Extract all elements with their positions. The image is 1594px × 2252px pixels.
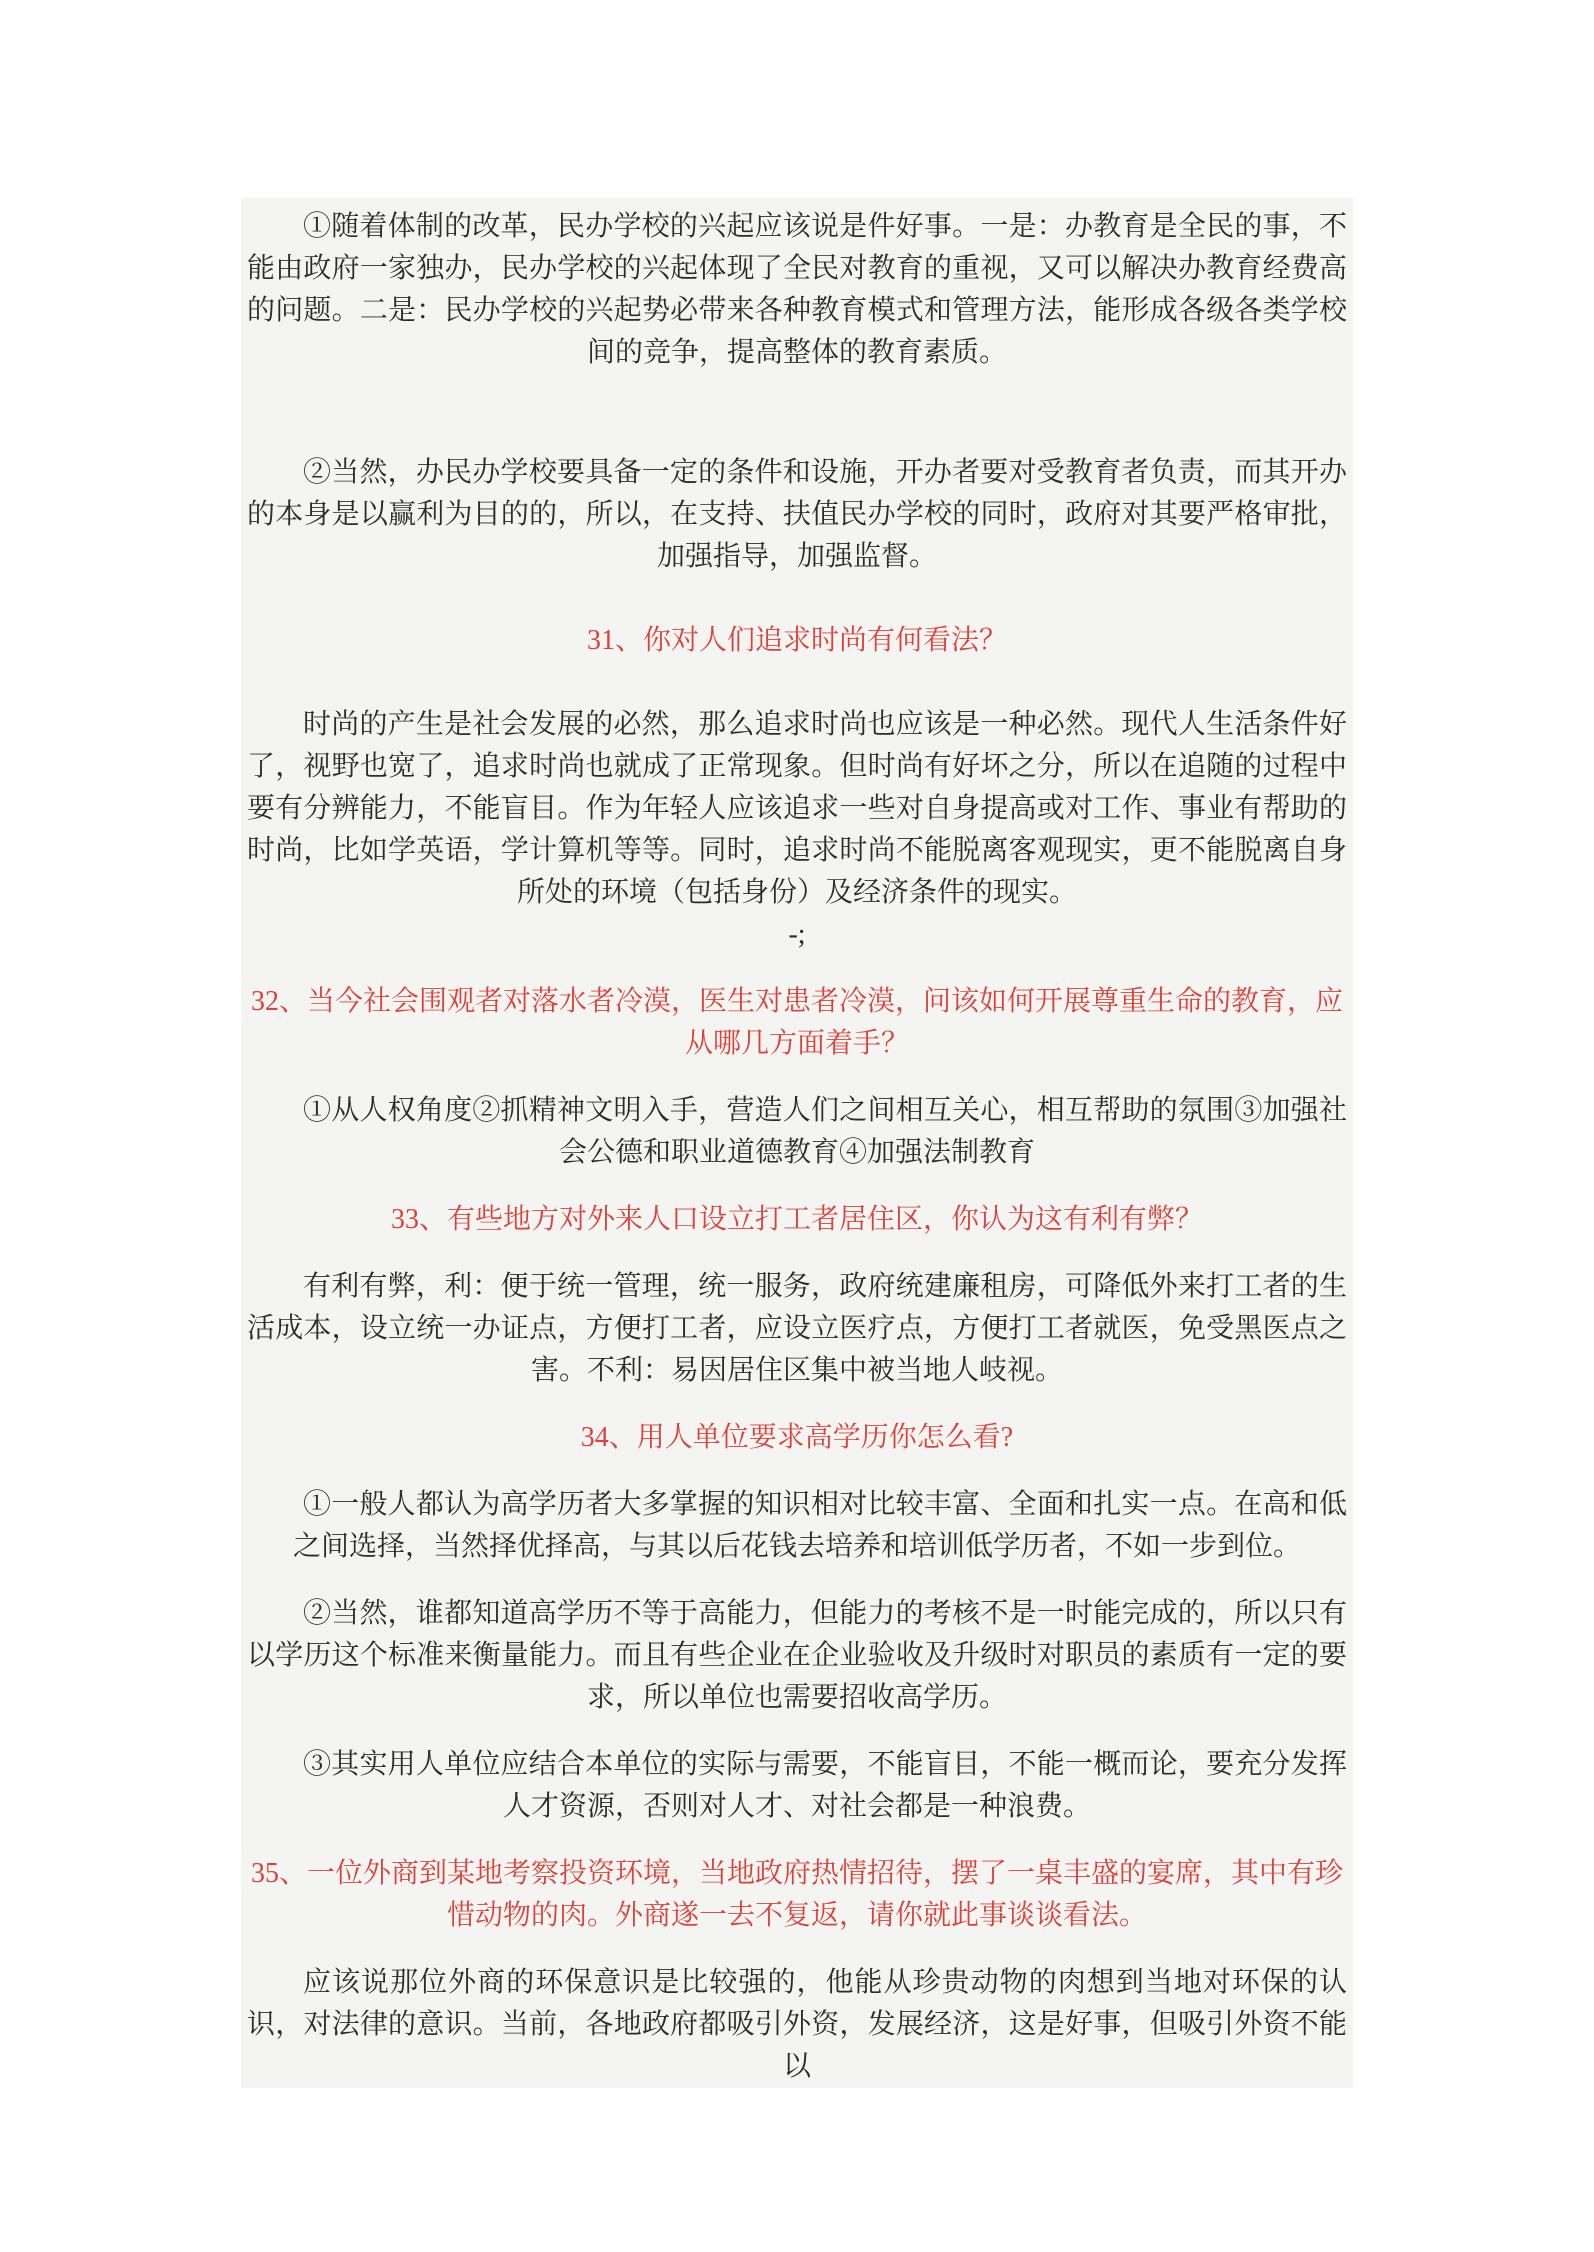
answer-33-paragraph: 有利有弊，利：便于统一管理，统一服务，政府统建廉租房，可降低外来打工者的生活成本，设立统一办证点，方便打工者，应设立医疗点，方便打工者就医，免受黑医点之害。不利：易因居住区集中被当地人岐视。 xyxy=(247,1271,1347,1386)
answer-34-paragraph-1: ①一般人都认为高学历者大多掌握的知识相对比较丰富、全面和扎实一点。在高和低之间选择，当然择优择高，与其以后花钱去培养和培训低学历者，不如一步到位。 xyxy=(292,1489,1347,1562)
answer-paragraph-private-schools-1: ①随着体制的改革，民办学校的兴起应该说是件好事。一是：办教育是全民的事，不能由政府一家独办，民办学校的兴起体现了全民对教育的重视，又可以解决办教育经费高的问题。二是：民办学校的兴起势必带来各种教育模式和管理方法，能形成各级各类学校间的竞争，提高整体的教育素质。 xyxy=(247,211,1347,368)
answer-35-paragraph: 应该说那位外商的环保意识是比较强的，他能从珍贵动物的肉想到当地对环保的认识，对法律的意识。当前，各地政府都吸引外资，发展经济，这是好事，但吸引外资不能以 xyxy=(247,1967,1347,2082)
document-sheet xyxy=(241,198,1353,2088)
question-31-heading: 31、你对人们追求时尚有何看法？ xyxy=(586,625,1007,656)
answer-paragraph-private-schools-2: ②当然，办民办学校要具备一定的条件和设施，开办者要对受教育者负责，而其开办的本身是以赢利为目的的，所以，在支持、扶值民办学校的同时，政府对其要严格审批，加强指导，加强监督。 xyxy=(247,457,1347,572)
answer-32-paragraph: ①从人权角度②抓精神文明入手，营造人们之间相互关心，相互帮助的氛围③加强社会公德和职业道德教育④加强法制教育 xyxy=(303,1095,1347,1168)
question-35-heading: 35、一位外商到某地考察投资环境，当地政府热情招待，摆了一桌丰盛的宴席，其中有珍惜动物的肉。外商遂一去不复返，请你就此事谈谈看法。 xyxy=(250,1858,1343,1931)
dash-separator: -; xyxy=(788,919,806,950)
question-34-heading: 34、用人单位要求高学历你怎么看? xyxy=(580,1422,1014,1453)
answer-34-paragraph-2: ②当然，谁都知道高学历不等于高能力，但能力的考核不是一时能完成的，所以只有以学历这个标准来衡量能力。而且有些企业在企业验收及升级时对职员的素质有一定的要求，所以单位也需要招收高学历。 xyxy=(247,1598,1347,1713)
question-32-heading: 32、当今社会围观者对落水者冷漠，医生对患者冷漠，问该如何开展尊重生命的教育，应从哪几方面着手？ xyxy=(250,986,1343,1059)
question-33-heading: 33、有些地方对外来人口设立打工者居住区，你认为这有利有弊？ xyxy=(390,1204,1203,1235)
answer-31-paragraph: 时尚的产生是社会发展的必然，那么追求时尚也应该是一种必然。现代人生活条件好了，视野也宽了，追求时尚也就成了正常现象。但时尚有好坏之分，所以在追随的过程中要有分辨能力，不能盲目。作为年轻人应该追求一些对自身提高或对工作、事业有帮助的时尚，比如学英语，学计算机等等。同时，追求时尚不能脱离客观现实，更不能脱离自身所处的环境（包括身份）及经济条件的现实。 xyxy=(247,709,1347,908)
answer-34-paragraph-3: ③其实用人单位应结合本单位的实际与需要，不能盲目，不能一概而论，要充分发挥人才资源，否则对人才、对社会都是一种浪费。 xyxy=(303,1749,1347,1822)
